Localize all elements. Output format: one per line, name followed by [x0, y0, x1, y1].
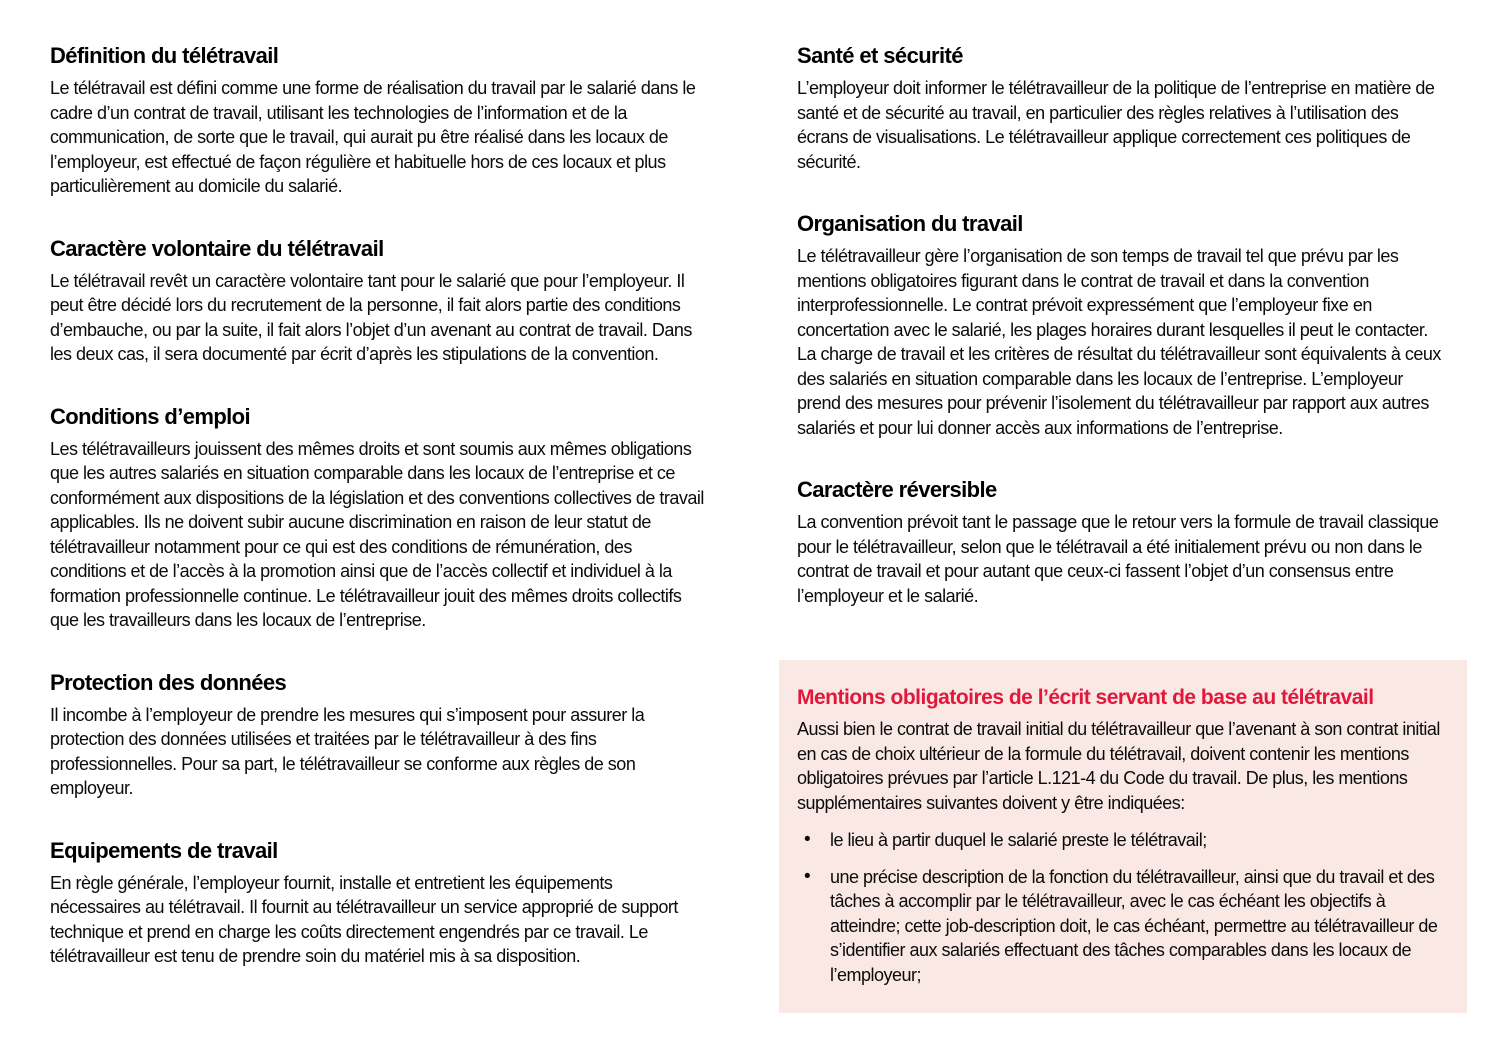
section-heading: Protection des données	[50, 669, 287, 695]
bullet-item: • une précise description de la fonction du télétravailleur, ainsi que du travail et des tâches à accomplir par le télétravailleur, avec le cas échéant les objectifs à atteindre; cette job-description doit, le cas échéant, permettre au télétravailleur de s’identifier aux salariés effectuant des tâches comparables dans les locaux de l’employeur;	[797, 865, 1441, 988]
section-body: La convention prévoit tant le passage que le retour vers la formule de travail classique pour le télétravailleur, selon que le télétravail a été initialement prévu ou non dans le contrat de travail et pour autant que ceux-ci fassent l’objet d’un consensus entre l’employeur et le salarié.	[797, 512, 1439, 606]
section-heading: Santé et sécurité	[797, 43, 963, 68]
section-definition-teletravail	[50, 44, 704, 199]
section-heading: Organisation du travail	[797, 211, 1023, 237]
section-body: L’employeur doit informer le télétravailleur de la politique de l’entreprise en matière de santé et de sécurité au travail, en particulier des règles relatives à l’utilisation des écrans de visualisations. Le télétravailleur applique correctement ces politiques de sécurité.	[797, 78, 1435, 172]
section-heading: Caractère volontaire du télétravail	[50, 235, 384, 261]
section-protection-donnees	[50, 671, 704, 801]
section-heading: Equipements de travail	[50, 837, 278, 863]
mentions-box-intro: Aussi bien le contrat de travail initial du télétravailleur que l’avenant à son contrat initial en cas de choix ultérieur de la formule du télétravail, doivent contenir les mentions obligatoires prévues par l’article L.121-4 du Code du travail. De plus, les mentions supplémentaires suivantes doivent y être indiquées:	[797, 719, 1440, 813]
section-body: En règle générale, l’employeur fournit, installe et entretient les équipements nécessaires au télétravail. Il fournit au télétravailleur un service approprié de support technique et prend en charge les coûts directement engendrés par ce travail. Le télétravailleur est tenu de prendre soin du matériel mis à sa disposition.	[50, 872, 678, 967]
section-caractere-reversible	[797, 478, 1449, 608]
mentions-obligatoires-box	[779, 660, 1467, 1013]
section-body: Le télétravail est défini comme une forme de réalisation du travail par le salarié dans le cadre d’un contrat de travail, utilisant les technologies de l’information et de la communication, de sorte que le travail, qui aurait pu être réalisé dans les locaux de l’employeur, est effectué de façon régulière et habituelle hors de ces locaux et plus particulièrement au domicile du salarié.	[50, 78, 696, 197]
right-column	[797, 44, 1449, 646]
section-body: Le télétravail revêt un caractère volontaire tant pour le salarié que pour l’employeur. Il peut être décidé lors du recrutement de la personne, il fait alors partie des conditions d’embauche, ou par la suite, il fait alors l’objet d’un avenant au contrat de travail. Dans les deux cas, il sera documenté par écrit d’après les stipulations de la convention.	[50, 270, 692, 365]
left-column	[50, 44, 704, 1007]
section-body: Le télétravailleur gère l’organisation de son temps de travail tel que prévu par les mentions obligatoires figurant dans le contrat de travail et dans la convention interprofessionnelle. Le contrat prévoit expressément que l’employeur fixe en concertation avec le salarié, les plages horaires durant lesquelles il peut le contacter. La charge de travail et les critères de résultat du télétravailleur sont équivalents à ceux des salariés en situation comparable dans les locaux de l’entreprise. L’employeur prend des mesures pour prévenir l’isolement du télétravailleur par rapport aux autres salariés et pour lui donner accès aux informations de l’entreprise.	[797, 246, 1441, 438]
section-sante-securite	[797, 44, 1449, 174]
section-heading: Conditions d’emploi	[50, 403, 251, 429]
section-heading: Définition du télétravail	[50, 43, 279, 68]
section-organisation-travail	[797, 212, 1449, 440]
section-equipements-travail	[50, 839, 704, 969]
section-heading: Caractère réversible	[797, 477, 997, 503]
mentions-box-title: Mentions obligatoires de l’écrit servant de base au télétravail	[797, 686, 1374, 709]
bullet-item: • le lieu à partir duquel le salarié preste le télétravail;	[797, 828, 1441, 853]
section-caractere-volontaire	[50, 237, 704, 367]
section-conditions-emploi	[50, 405, 704, 633]
mentions-box-bullet-list	[797, 828, 1441, 987]
section-body: Les télétravailleurs jouissent des mêmes droits et sont soumis aux mêmes obligations que les autres salariés en situation comparable dans les locaux de l’entreprise et ce conformément aux dispositions de la législation et des conventions collectives de travail applicables. Ils ne doivent subir aucune discrimination en raison de leur statut de télétravailleur notamment pour ce qui est des conditions de rémunération, des conditions et de l’accès à la promotion ainsi que de l’accès collectif et individuel à la formation professionnelle continue. Le télétravailleur jouit des mêmes droits collectifs que les travailleurs dans les locaux de l’entreprise.	[50, 438, 704, 631]
section-body: Il incombe à l’employeur de prendre les mesures qui s’imposent pour assurer la protection des données utilisées et traitées par le télétravailleur à des fins professionnelles. Pour sa part, le télétravailleur se conforme aux règles de son employeur.	[50, 704, 645, 799]
